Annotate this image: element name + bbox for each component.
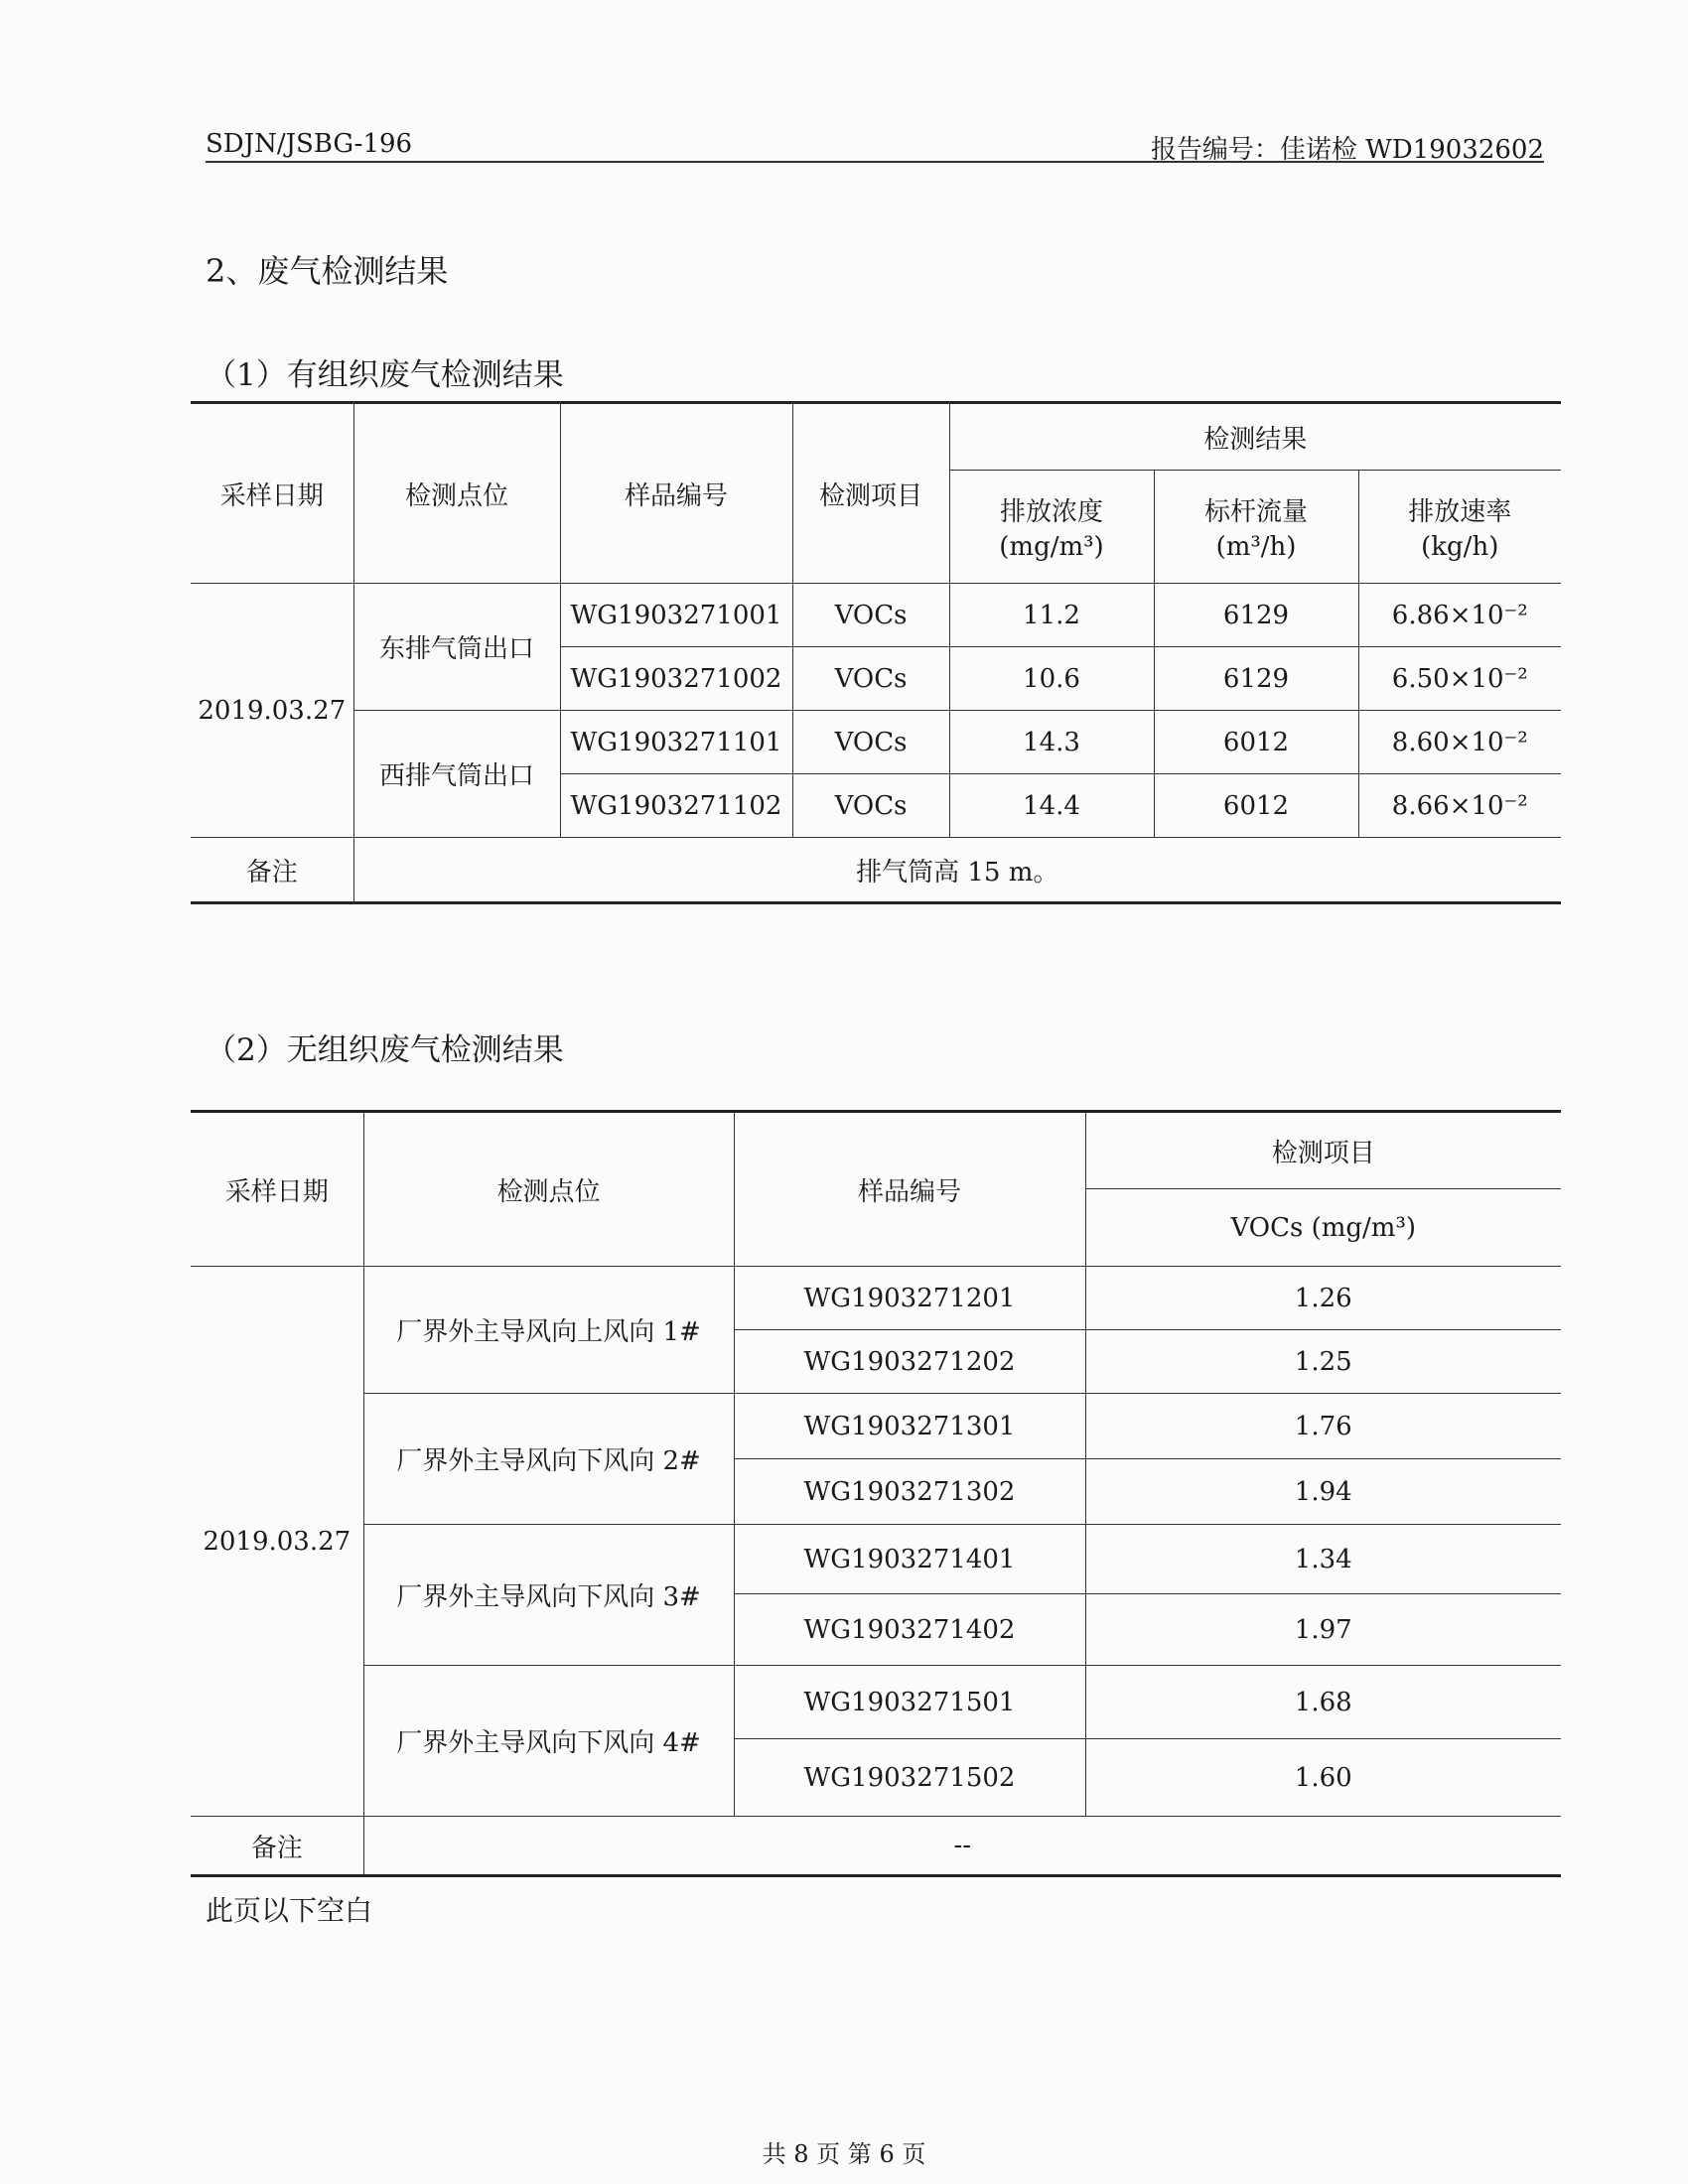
test-item: VOCs xyxy=(792,647,949,711)
voc-value: 1.34 xyxy=(1085,1525,1561,1594)
blank-below-note: 此页以下空白 xyxy=(206,1894,373,1927)
sample-id: WG1903271301 xyxy=(734,1394,1085,1459)
remark-row xyxy=(191,1817,1561,1876)
table-row xyxy=(191,584,1561,647)
sample-id: WG1903271002 xyxy=(560,647,792,711)
section-title: 2、废气检测结果 xyxy=(206,252,449,290)
voc-value: 1.26 xyxy=(1085,1267,1561,1330)
rate-value: 6.86×10⁻² xyxy=(1358,584,1561,647)
header-flow xyxy=(1154,471,1358,584)
header-voc: VOCs (mg/m³) xyxy=(1085,1189,1561,1267)
flow-unit: (m³/h) xyxy=(1215,532,1297,562)
header-point: 检测点位 xyxy=(363,1112,734,1267)
voc-value: 1.68 xyxy=(1085,1666,1561,1739)
sample-id: WG1903271101 xyxy=(560,711,792,774)
sample-id: WG1903271502 xyxy=(734,1739,1085,1817)
remark-label: 备注 xyxy=(191,838,353,903)
table-row xyxy=(191,1267,1561,1330)
rate-label: 排放速率 xyxy=(1408,497,1512,527)
page-number: 共 8 页 第 6 页 xyxy=(762,2140,926,2168)
remark-text: 排气筒高 15 m。 xyxy=(353,838,1561,903)
flow-value: 6012 xyxy=(1154,711,1358,774)
concentration-label: 排放浓度 xyxy=(999,497,1103,527)
flow-label: 标杆流量 xyxy=(1203,497,1308,527)
test-item: VOCs xyxy=(792,774,949,838)
concentration-unit: (mg/m³) xyxy=(999,532,1104,562)
concentration-value: 14.4 xyxy=(949,774,1154,838)
voc-value: 1.25 xyxy=(1085,1330,1561,1394)
sampling-date: 2019.03.27 xyxy=(191,1267,363,1817)
header-divider xyxy=(206,161,1544,163)
voc-value: 1.97 xyxy=(1085,1594,1561,1666)
monitoring-point: 厂界外主导风向下风向 3# xyxy=(363,1525,734,1666)
header-rate xyxy=(1358,471,1561,584)
remark-text: -- xyxy=(363,1817,1561,1876)
report-number: 报告编号：佳诺检 WD19032602 xyxy=(1150,135,1544,165)
sample-id: WG1903271202 xyxy=(734,1330,1085,1394)
flow-value: 6129 xyxy=(1154,584,1358,647)
voc-value: 1.94 xyxy=(1085,1459,1561,1525)
table-row xyxy=(191,1666,1561,1739)
document-code: SDJN/JSBG-196 xyxy=(206,129,413,159)
table-row xyxy=(191,1394,1561,1459)
monitoring-point: 厂界外主导风向上风向 1# xyxy=(363,1267,734,1394)
rate-unit: (kg/h) xyxy=(1421,532,1499,562)
sample-id: WG1903271402 xyxy=(734,1594,1085,1666)
header-concentration xyxy=(949,471,1154,584)
monitoring-point: 东排气筒出口 xyxy=(353,584,560,711)
sample-id: WG1903271501 xyxy=(734,1666,1085,1739)
concentration-value: 11.2 xyxy=(949,584,1154,647)
organized-emission-table xyxy=(191,401,1561,904)
table-row xyxy=(191,1525,1561,1594)
header-sample: 样品编号 xyxy=(734,1112,1085,1267)
sample-id: WG1903271001 xyxy=(560,584,792,647)
header-item: 检测项目 xyxy=(792,403,949,584)
sample-id: WG1903271401 xyxy=(734,1525,1085,1594)
voc-value: 1.76 xyxy=(1085,1394,1561,1459)
concentration-value: 10.6 xyxy=(949,647,1154,711)
header-sample: 样品编号 xyxy=(560,403,792,584)
fugitive-title: （2）无组织废气检测结果 xyxy=(206,1032,564,1068)
header-point: 检测点位 xyxy=(353,403,560,584)
fugitive-emission-table xyxy=(191,1110,1561,1877)
flow-value: 6012 xyxy=(1154,774,1358,838)
header-date: 采样日期 xyxy=(191,403,353,584)
sample-id: WG1903271302 xyxy=(734,1459,1085,1525)
remark-row xyxy=(191,838,1561,903)
test-item: VOCs xyxy=(792,711,949,774)
header-item: 检测项目 xyxy=(1085,1112,1561,1189)
header-result: 检测结果 xyxy=(949,403,1561,471)
organized-title: （1）有组织废气检测结果 xyxy=(206,357,564,393)
voc-value: 1.60 xyxy=(1085,1739,1561,1817)
monitoring-point: 西排气筒出口 xyxy=(353,711,560,838)
monitoring-point: 厂界外主导风向下风向 4# xyxy=(363,1666,734,1817)
sampling-date: 2019.03.27 xyxy=(191,584,353,838)
rate-value: 8.60×10⁻² xyxy=(1358,711,1561,774)
sample-id: WG1903271102 xyxy=(560,774,792,838)
test-item: VOCs xyxy=(792,584,949,647)
flow-value: 6129 xyxy=(1154,647,1358,711)
sample-id: WG1903271201 xyxy=(734,1267,1085,1330)
rate-value: 8.66×10⁻² xyxy=(1358,774,1561,838)
concentration-value: 14.3 xyxy=(949,711,1154,774)
table-row xyxy=(191,711,1561,774)
monitoring-point: 厂界外主导风向下风向 2# xyxy=(363,1394,734,1525)
header-date: 采样日期 xyxy=(191,1112,363,1267)
remark-label: 备注 xyxy=(191,1817,363,1876)
rate-value: 6.50×10⁻² xyxy=(1358,647,1561,711)
